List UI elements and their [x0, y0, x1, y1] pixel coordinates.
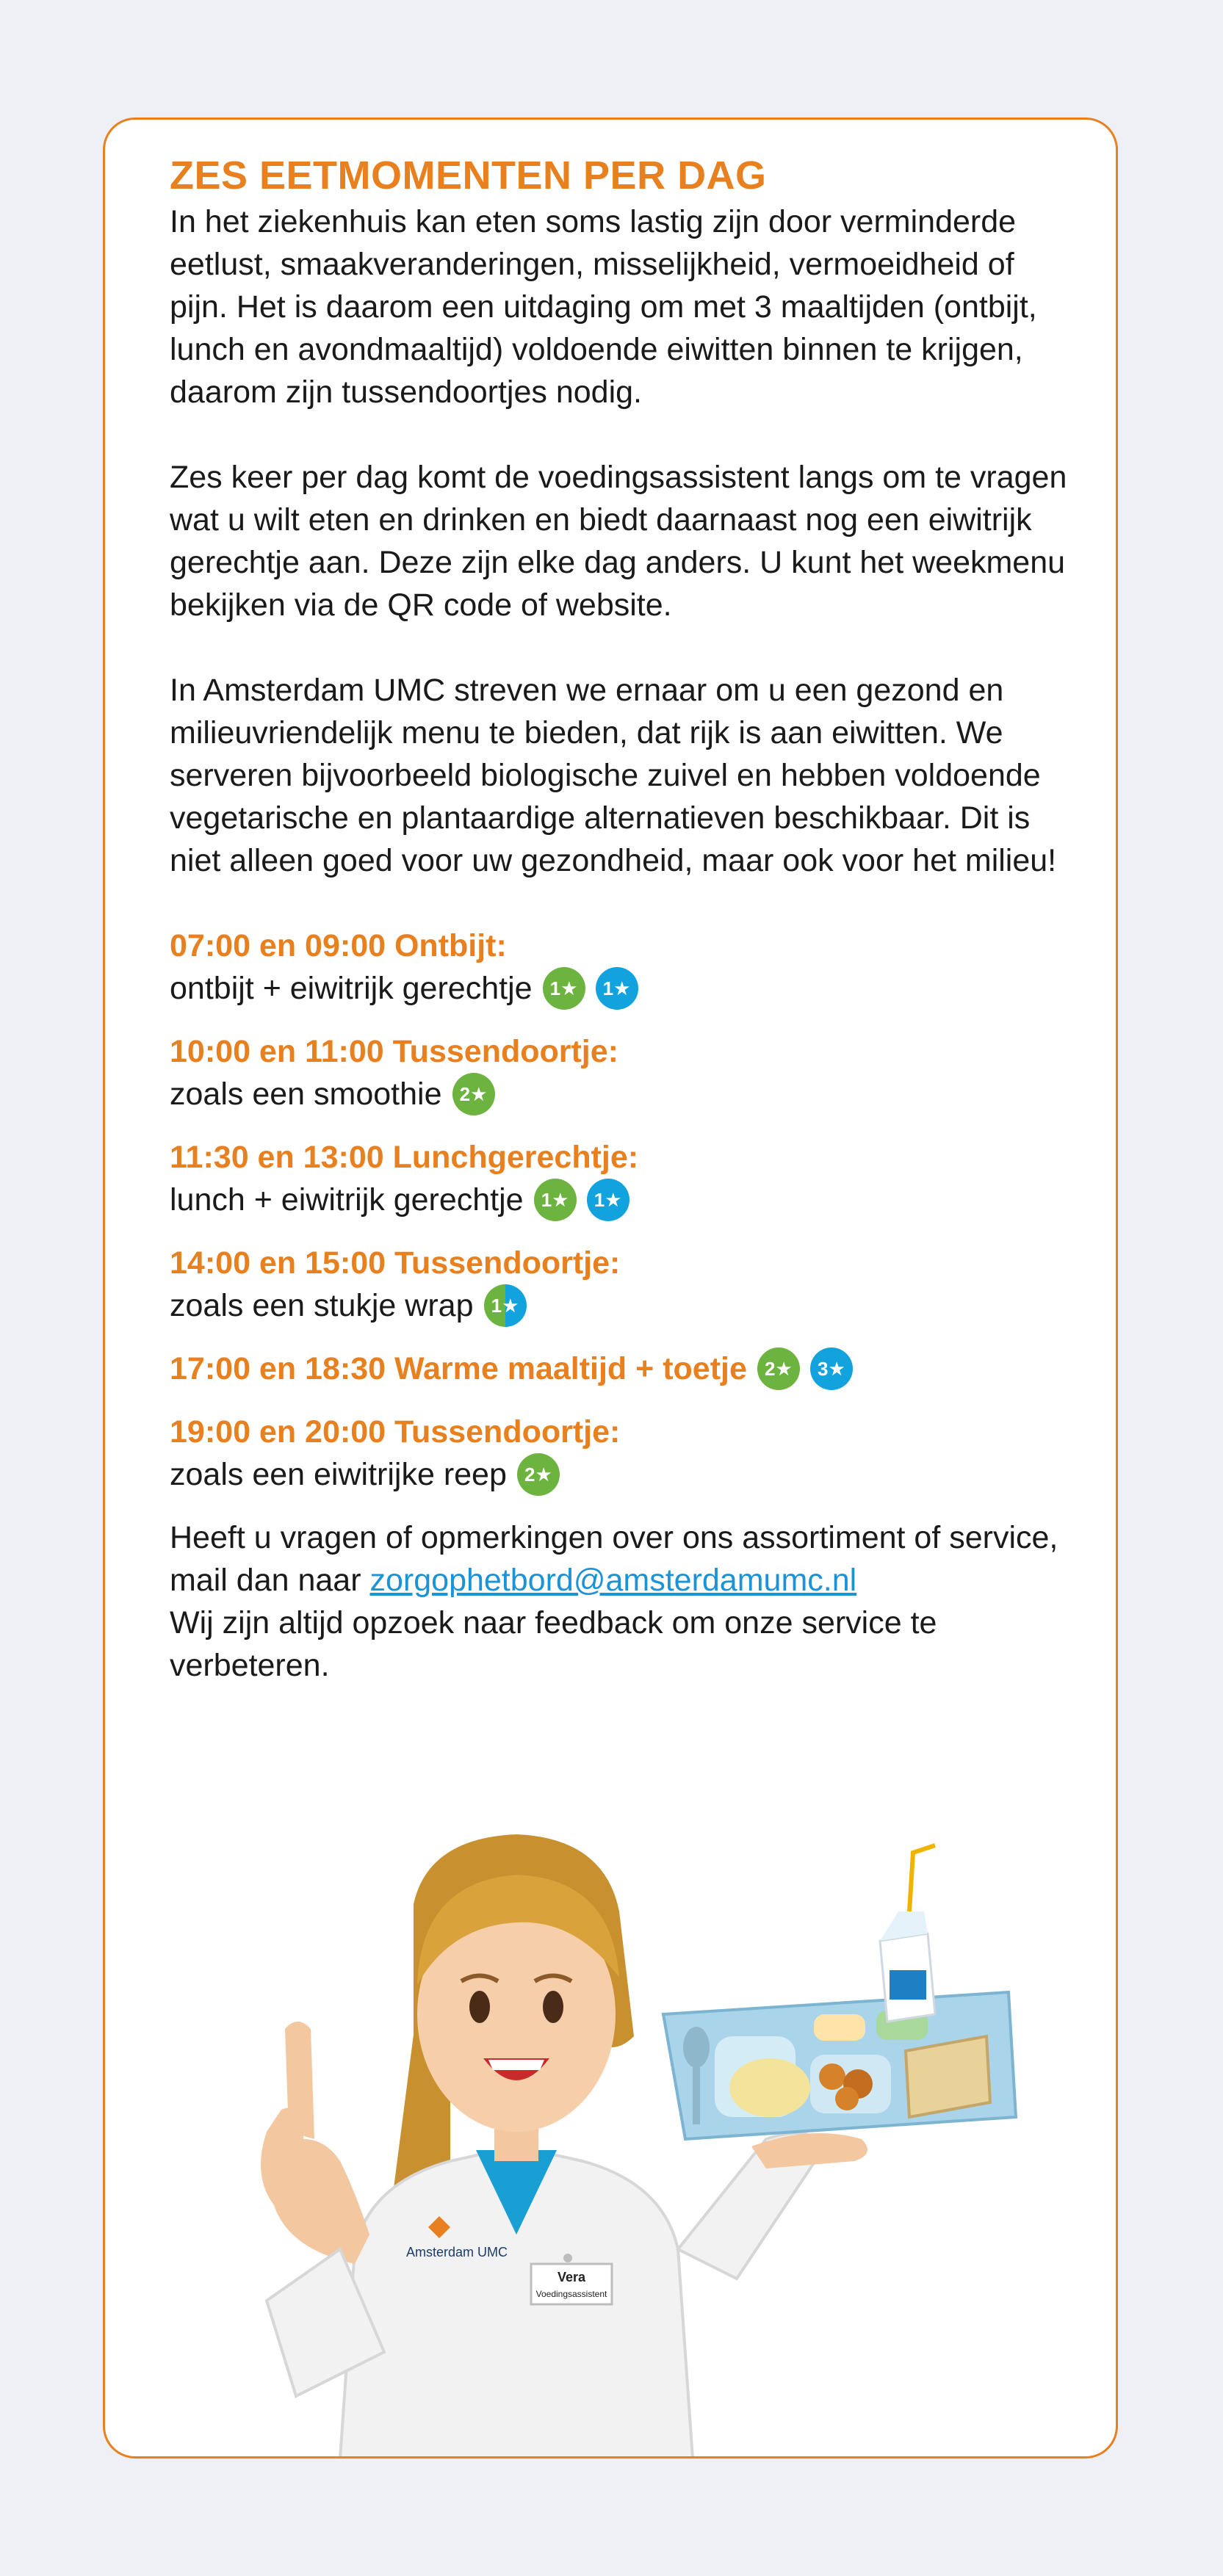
schedule-item — [170, 1242, 1073, 1327]
badge-name: Vera — [557, 2270, 586, 2284]
blue-star-badge: 3★ — [810, 1347, 853, 1390]
green-star-badge: 2★ — [757, 1347, 800, 1390]
blue-star-badge: 1★ — [587, 1179, 629, 1221]
schedule-desc: zoals een stukje wrap 1★ — [170, 1284, 1073, 1327]
meal-schedule — [170, 925, 1073, 1496]
green-star-badge: 1★ — [534, 1179, 577, 1221]
schedule-desc: ontbijt + eiwitrijk gerechtje 1★ 1★ — [170, 967, 1073, 1010]
schedule-item — [170, 1030, 1073, 1115]
page-title: ZES EETMOMENTEN PER DAG — [170, 153, 767, 198]
split-star-badge: 1★ — [484, 1284, 527, 1327]
paragraph-menu: In Amsterdam UMC streven we ernaar om u een gezond en milieuvriendelijk menu te bieden, dat rijk is aan eiwitten. We serveren bijvoorbeeld biologische zuivel en hebben voldoende vegetarische en plantaardige alternatieven beschikbaar. Dit is niet alleen goed voor uw gezondheid, maar ook voor het milieu! — [170, 673, 1057, 878]
paragraph-intro: In het ziekenhuis kan eten soms lastig zijn door verminderde eetlust, smaakveranderingen, misselijkheid, vermoeidheid of pijn. Het is daarom een uitdaging om met 3 maaltijden (ontbijt, lunch en avondmaaltijd) voldoende eiwitten binnen te krijgen, daarom zijn tussendoortjes nodig. — [170, 204, 1037, 410]
blue-star-badge: 1★ — [596, 967, 638, 1010]
coat-logo: Amsterdam UMC — [406, 2245, 508, 2260]
schedule-item — [170, 1136, 1073, 1221]
green-star-badge: 2★ — [452, 1073, 495, 1115]
green-star-badge: 1★ — [543, 967, 585, 1010]
badge-role: Voedingsassistent — [535, 2289, 607, 2299]
contact-paragraph: Heeft u vragen of opmerkingen over ons assortiment of service, mail dan naar zorgophetbord@amsterdamumc.nl Wij zijn altijd opzoek naar feedback om onze service te verbeteren. — [170, 1520, 1058, 1683]
schedule-item — [170, 1411, 1073, 1496]
schedule-desc: zoals een smoothie 2★ — [170, 1073, 1073, 1115]
schedule-time: 07:00 en 09:00 Ontbijt: — [170, 928, 507, 963]
schedule-time: 19:00 en 20:00 Tussendoortje: — [170, 1414, 621, 1450]
content — [170, 151, 1073, 1729]
schedule-time: 14:00 en 15:00 Tussendoortje: — [170, 1245, 621, 1281]
paragraph-assistant: Zes keer per dag komt de voedingsassistent langs om te vragen wat u wilt eten en drinken en biedt daarnaast nog een eiwitrijk gerechtje aan. Deze zijn elke dag anders. U kunt het weekmenu bekijken via de QR code of website. — [170, 460, 1067, 623]
schedule-time: 11:30 en 13:00 Lunchgerechtje: — [170, 1140, 639, 1175]
schedule-item — [170, 925, 1073, 1010]
schedule-desc: zoals een eiwitrijke reep 2★ — [170, 1453, 1073, 1496]
schedule-item — [170, 1347, 1073, 1390]
schedule-desc: lunch + eiwitrijk gerechtje 1★ 1★ — [170, 1179, 1073, 1221]
schedule-time: 10:00 en 11:00 Tussendoortje: — [170, 1034, 618, 1069]
green-star-badge: 2★ — [517, 1453, 560, 1496]
info-card — [103, 117, 1118, 2459]
email-link[interactable]: zorgophetbord@amsterdamumc.nl — [369, 1563, 857, 1598]
schedule-time: 17:00 en 18:30 Warme maaltijd + toetje 2★ 3★ — [170, 1347, 1073, 1390]
nurse-illustration — [105, 1794, 1118, 2459]
